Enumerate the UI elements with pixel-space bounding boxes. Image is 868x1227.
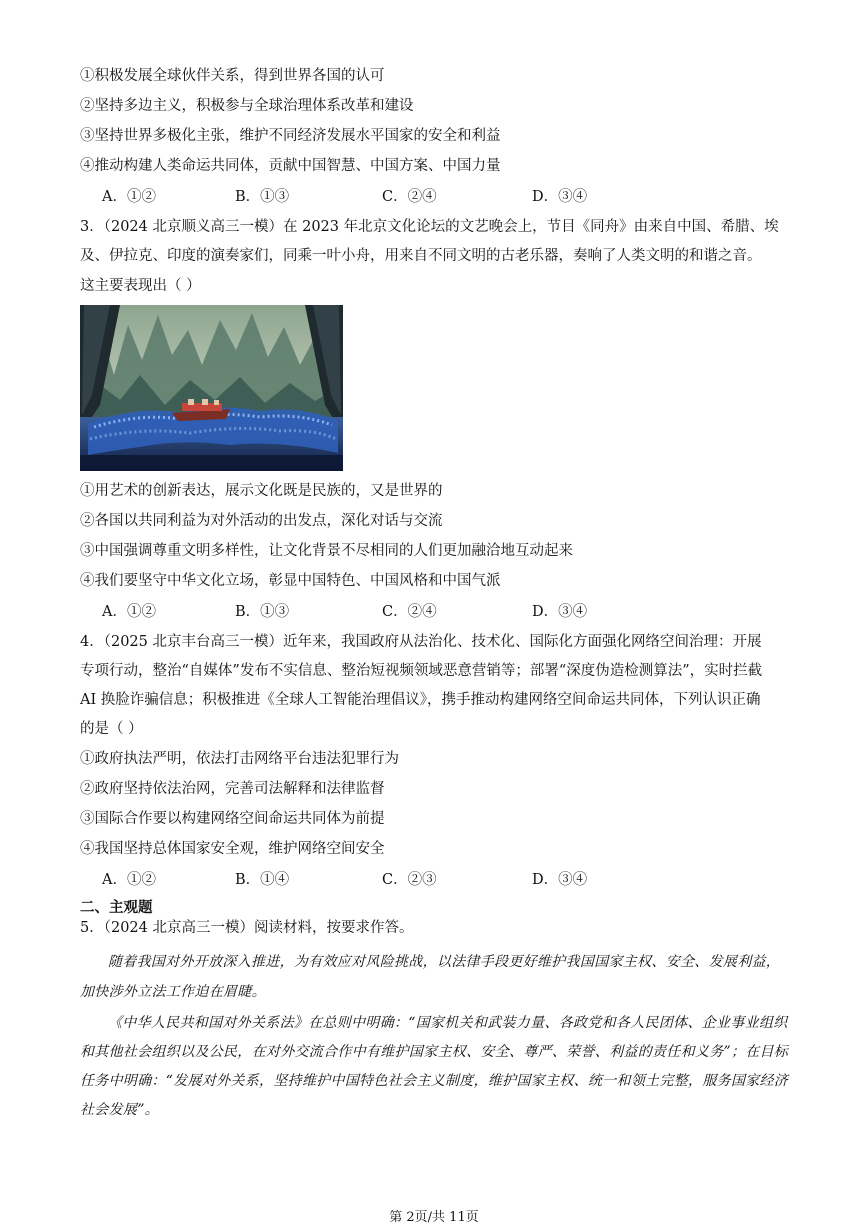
q3-option-b[interactable]: B．①③ bbox=[235, 604, 290, 620]
q4-stem-line-3: AI 换脸诈骗信息；积极推进《全球人工智能治理倡议》，携手推动构建网络空间命运共同体，下列认识正确 bbox=[80, 692, 761, 708]
q4-stem-line-2: 专项行动，整治“自媒体”发布不实信息、整治短视频领域恶意营销等；部署“深度伪造检测算法”，实时拦截 bbox=[80, 663, 763, 679]
q2-option-c[interactable]: C．②④ bbox=[382, 189, 437, 205]
q4-option-d[interactable]: D．③④ bbox=[532, 872, 588, 888]
q3-option-a[interactable]: A．①② bbox=[102, 604, 156, 620]
q5-material-paragraph-1: 随着我国对外开放深入推进，为有效应对风险挑战，以法律手段更好维护我国国家主权、安全、发展利益，加快涉外立法工作迫在眉睫。 bbox=[80, 954, 781, 1000]
q5-stem: 5．（2024 北京高三一模）阅读材料，按要求作答。 bbox=[80, 920, 414, 936]
q4-option-b[interactable]: B．①④ bbox=[235, 872, 290, 888]
q2-statement-1: ①积极发展全球伙伴关系，得到世界各国的认可 bbox=[80, 68, 385, 84]
q5-material-paragraph-2: 《中华人民共和国对外关系法》在总则中明确：“国家机关和武装力量、各政党和各人民团体、企业事业组织和其他社会组织以及公民，在对外交流合作中有维护国家主权、安全、尊严、荣誉、利益的责任和义务”；在目标任务中明确：“发展对外关系，坚持维护中国特色社会主义制度，维护国家主权、统一和领土完整，服务国家经济社会发展”。 bbox=[80, 1015, 789, 1118]
q3-stem-line-2: 及、伊拉克、印度的演奏家们，同乘一叶小舟，用来自不同文明的古老乐器，奏响了人类文明的和谐之音。 bbox=[80, 248, 762, 264]
q4-statement-1: ①政府执法严明，依法打击网络平台违法犯罪行为 bbox=[80, 751, 399, 767]
q2-option-a[interactable]: A．①② bbox=[102, 189, 156, 205]
section-heading: 二、主观题 bbox=[80, 899, 153, 916]
q2-option-d[interactable]: D．③④ bbox=[532, 189, 588, 205]
q3-statement-3: ③中国强调尊重文明多样性，让文化背景不尽相同的人们更加融洽地互动起来 bbox=[80, 543, 573, 559]
q3-statement-4: ④我们要坚守中华文化立场，彰显中国特色、中国风格和中国气派 bbox=[80, 573, 501, 589]
q2-statement-2: ②坚持多边主义，积极参与全球治理体系改革和建设 bbox=[80, 98, 414, 114]
q3-statement-1: ①用艺术的创新表达，展示文化既是民族的，又是世界的 bbox=[80, 483, 443, 499]
q3-stem-line-3: 这主要表现出（ ） bbox=[80, 278, 201, 294]
q4-statement-2: ②政府坚持依法治网，完善司法解释和法律监督 bbox=[80, 781, 385, 797]
q4-stem-line-1: 4．（2025 北京丰台高三一模）近年来，我国政府从法治化、技术化、国际化方面强化网络空间治理：开展 bbox=[80, 634, 762, 650]
q3-stem-line-1: 3．（2024 北京顺义高三一模）在 2023 年北京文化论坛的文艺晚会上，节目《同舟》由来自中国、希腊、埃 bbox=[80, 219, 779, 235]
q2-statement-3: ③坚持世界多极化主张，维护不同经济发展水平国家的安全和利益 bbox=[80, 128, 501, 144]
q3-statement-2: ②各国以共同利益为对外活动的出发点，深化对话与交流 bbox=[80, 513, 443, 529]
q3-option-d[interactable]: D．③④ bbox=[532, 604, 588, 620]
q2-option-b[interactable]: B．①③ bbox=[235, 189, 290, 205]
performance-photo bbox=[80, 305, 343, 471]
q4-stem-line-4: 的是（ ） bbox=[80, 721, 143, 737]
q4-option-a[interactable]: A．①② bbox=[102, 872, 156, 888]
q4-statement-4: ④我国坚持总体国家安全观，维护网络空间安全 bbox=[80, 841, 385, 857]
page-footer: 第 2页/共 11页 bbox=[389, 1210, 479, 1225]
q4-statement-3: ③国际合作要以构建网络空间命运共同体为前提 bbox=[80, 811, 385, 827]
q4-option-c[interactable]: C．②③ bbox=[382, 872, 437, 888]
q3-option-c[interactable]: C．②④ bbox=[382, 604, 437, 620]
q2-statement-4: ④推动构建人类命运共同体，贡献中国智慧、中国方案、中国力量 bbox=[80, 158, 501, 174]
